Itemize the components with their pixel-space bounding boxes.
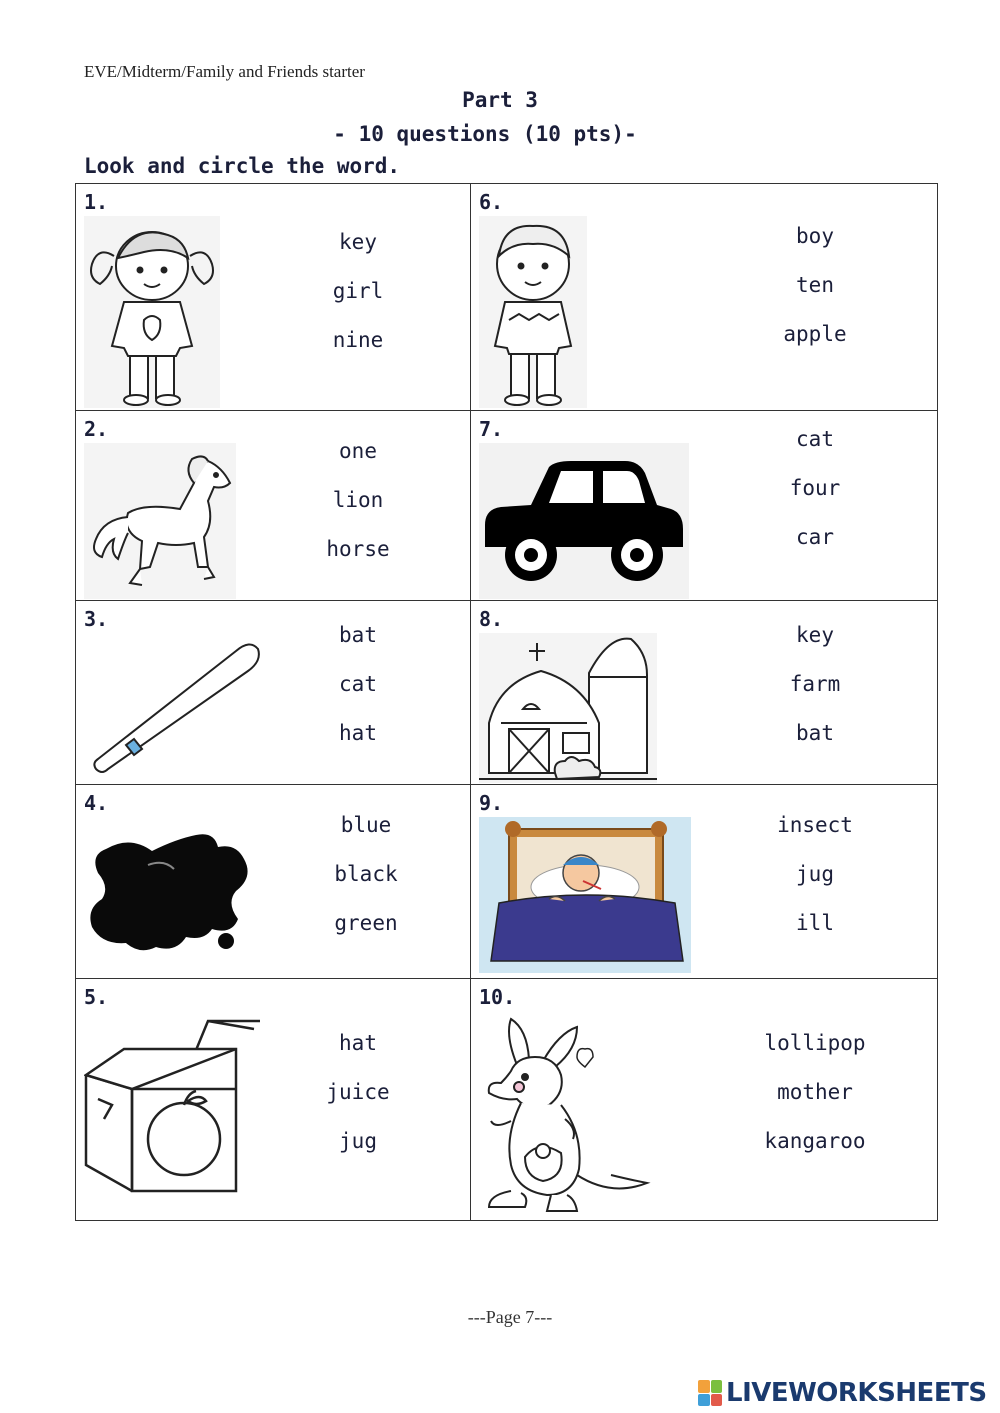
word-option[interactable]: kangaroo [764, 1129, 866, 1153]
liveworksheets-logo-icon [698, 1380, 722, 1406]
word-option[interactable]: green [334, 911, 398, 935]
word-option[interactable]: cat [796, 427, 834, 451]
question-number: 1. [84, 190, 109, 214]
boy-icon [479, 216, 587, 408]
girl-icon [84, 216, 220, 408]
word-option[interactable]: blue [340, 813, 392, 837]
question-number: 5. [84, 985, 109, 1009]
word-option[interactable]: key [796, 623, 834, 647]
word-option[interactable]: lion [332, 488, 384, 512]
juice-box-icon [84, 1015, 264, 1211]
question-grid [75, 183, 938, 1221]
word-option[interactable]: horse [326, 537, 390, 561]
word-option[interactable]: one [339, 439, 377, 463]
part-subtitle: - 10 questions (10 pts)- [333, 122, 637, 146]
question-2 [76, 411, 470, 600]
question-1 [76, 184, 470, 410]
horse-icon [84, 443, 236, 599]
word-option[interactable]: bat [339, 623, 377, 647]
question-number: 2. [84, 417, 109, 441]
word-option[interactable]: black [334, 862, 398, 886]
word-option[interactable]: jug [796, 862, 834, 886]
question-7 [471, 411, 938, 600]
question-8 [471, 601, 938, 784]
black-paint-splat-icon [86, 829, 256, 959]
word-option[interactable]: lollipop [764, 1031, 866, 1055]
sick-boy-in-bed-icon [479, 817, 691, 973]
word-option[interactable]: key [339, 230, 377, 254]
word-option[interactable]: farm [789, 672, 841, 696]
question-number: 6. [479, 190, 504, 214]
word-option[interactable]: girl [332, 279, 384, 303]
page-number: ---Page 7--- [467, 1307, 553, 1327]
word-option[interactable]: nine [332, 328, 384, 352]
question-6 [471, 184, 938, 410]
question-number: 7. [479, 417, 504, 441]
question-9 [471, 785, 938, 978]
word-option[interactable]: mother [777, 1080, 853, 1104]
word-option[interactable]: ten [796, 273, 834, 297]
question-3 [76, 601, 470, 784]
baseball-bat-icon [86, 637, 262, 777]
document-header: EVE/Midterm/Family and Friends starter [84, 62, 365, 81]
question-number: 4. [84, 791, 109, 815]
car-icon [479, 443, 689, 599]
word-option[interactable]: ill [796, 911, 834, 935]
word-option[interactable]: juice [326, 1080, 390, 1104]
question-10 [471, 979, 938, 1221]
question-number: 8. [479, 607, 504, 631]
word-option[interactable]: car [796, 525, 834, 549]
word-option[interactable]: bat [796, 721, 834, 745]
liveworksheets-logo [698, 1378, 987, 1408]
word-option[interactable]: hat [339, 1031, 377, 1055]
farm-barn-icon [479, 633, 657, 783]
instruction: Look and circle the word. [84, 154, 401, 178]
question-number: 3. [84, 607, 109, 631]
word-option[interactable]: boy [796, 224, 834, 248]
word-option[interactable]: four [789, 476, 841, 500]
word-option[interactable]: cat [339, 672, 377, 696]
part-title: Part 3 [462, 88, 538, 112]
word-option[interactable]: apple [783, 322, 847, 346]
kangaroo-icon [481, 1015, 661, 1219]
brand-name: LIVEWORKSHEETS [726, 1378, 987, 1408]
question-number: 9. [479, 791, 504, 815]
question-4 [76, 785, 470, 978]
question-5 [76, 979, 470, 1221]
word-option[interactable]: insect [777, 813, 853, 837]
question-number: 10. [479, 985, 516, 1009]
word-option[interactable]: hat [339, 721, 377, 745]
word-option[interactable]: jug [339, 1129, 377, 1153]
